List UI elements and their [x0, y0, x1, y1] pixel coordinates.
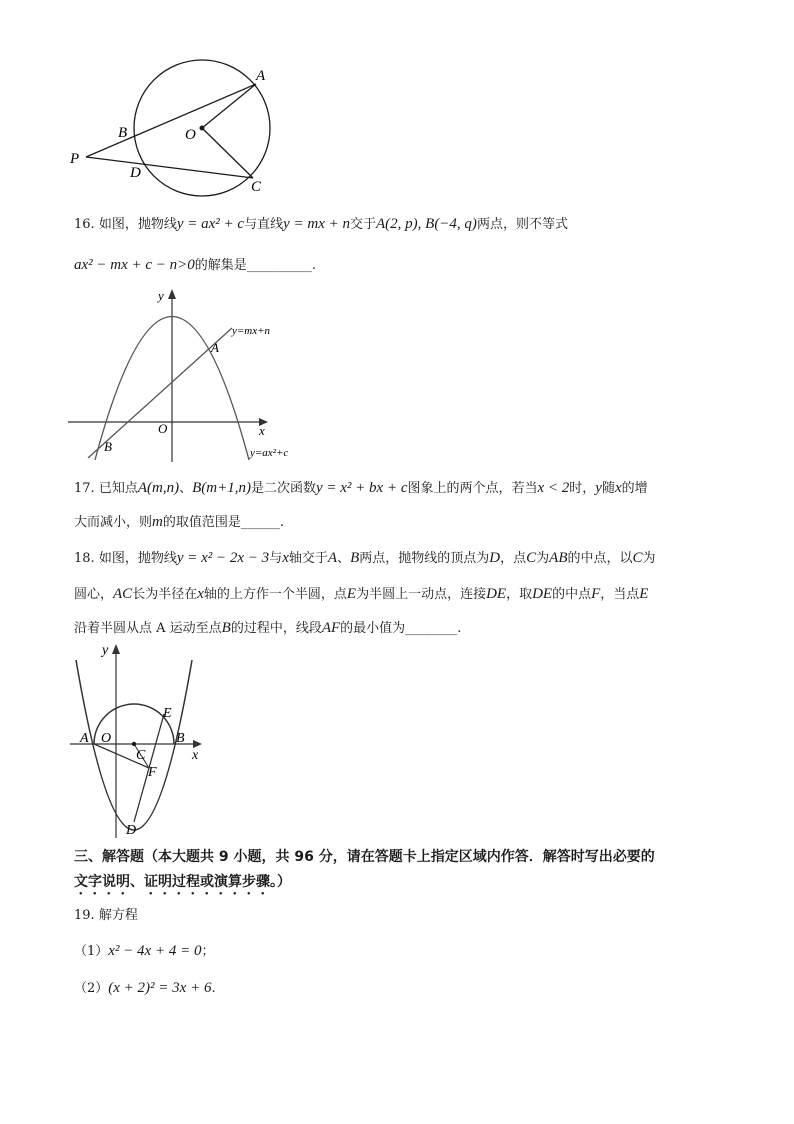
q16-line-eq: y = mx + n [283, 216, 350, 232]
label-o: O [185, 127, 196, 143]
q17-text6: 的增 [621, 481, 648, 496]
q17-blank: ______ [240, 515, 280, 530]
q17-text2: 是二次函数 [250, 481, 316, 496]
q18-number: 18. [74, 551, 95, 566]
q18-line2 [74, 583, 648, 603]
q19-part2-label: （2） [74, 981, 109, 996]
q17-quadratic: y = x² + bx + c [315, 480, 408, 496]
q17-point-b: B(m+1,n) [192, 480, 251, 496]
q18-x-arrow [193, 740, 202, 748]
q18-a-label: A [80, 731, 89, 746]
q17-text1: 已知点 [98, 481, 138, 496]
q17-line2-text2: 的取值范围是 [162, 515, 241, 530]
q18-math-segment: AC [113, 586, 133, 602]
q18-math-segment: B [350, 550, 360, 566]
label-b: B [118, 125, 128, 141]
q18-text-segment: 的中点，以 [567, 551, 633, 566]
q18-text-segment: 圆心， [74, 587, 114, 602]
q19-part1 [74, 940, 214, 960]
q17-text5: 随 [601, 481, 615, 496]
q18-math-segment: AF [321, 620, 341, 636]
secant-pc [86, 157, 253, 178]
q18-math-segment: DE [532, 586, 553, 602]
q19-part2 [74, 977, 216, 997]
q16-text1: 如图，抛物线 [98, 217, 177, 232]
q16-x-label: x [259, 423, 265, 438]
q16-b-label: B [104, 439, 112, 454]
q16-line-label: y=mx+n [232, 325, 271, 337]
label-d: D [130, 165, 141, 181]
q16-blank: __________ [246, 258, 312, 273]
q18-math-segment: y = x² − 2x − 3 [176, 550, 270, 566]
section-3-heading-line1: 三、解答题（本大题共 9 小题，共 96 分，请在答题卡上指定区域内作答．解答时写出必要的 [74, 849, 655, 865]
q16-y-arrow [168, 289, 176, 299]
q17-line2-text1: 大而减小，则 [74, 515, 153, 530]
center-dot [200, 126, 205, 131]
q18-text-segment: 与 [269, 551, 283, 566]
q16-points: A(2, p), B(−4, q) [376, 216, 477, 232]
q19-title: 解方程 [98, 908, 138, 923]
q18-math-segment: E [639, 586, 649, 602]
q18-figure [0, 636, 794, 841]
q17-text3: 图象上的两个点，若当 [407, 481, 538, 496]
q17-var-y: y [595, 480, 602, 496]
q16-origin-label: O [158, 421, 168, 436]
q19-number: 19. [74, 908, 95, 923]
q18-math-segment: x [282, 550, 289, 566]
label-p: P [70, 151, 80, 167]
q18-text-segment: 轴的上方作一个半圆，点 [203, 587, 347, 602]
q17-point-a: A(m,n) [137, 480, 180, 496]
q18-y-arrow [112, 644, 120, 654]
q18-text-segment: 沿着半圆从点 A 运动至点 [74, 621, 222, 636]
q18-math-segment: DE [486, 586, 507, 602]
q16-text3: 交于 [349, 217, 376, 232]
q18-text-segment: ，取 [506, 587, 533, 602]
label-a: A [256, 68, 266, 84]
q18-text-segment: . [457, 621, 462, 636]
q18-f-label: F [148, 765, 157, 780]
q18-text-segment: 轴交于 [288, 551, 328, 566]
q18-line3 [74, 617, 461, 637]
q18-text-segment: 的中点 [552, 587, 592, 602]
q18-y-label: y [102, 643, 109, 658]
radius-oa [202, 84, 256, 128]
q19-part2-equation: (x + 2)² = 3x + 6 [108, 980, 212, 996]
q18-c-label: C [136, 748, 146, 763]
q19-part1-end: ； [201, 944, 215, 959]
q18-text-segment: 、 [337, 551, 351, 566]
q17-line2 [74, 511, 284, 531]
q17-text4: 时， [569, 481, 596, 496]
q18-math-segment: A [327, 550, 338, 566]
q18-d-label: D [126, 823, 137, 838]
q18-text-segment: ，当点 [600, 587, 640, 602]
q16-end: . [311, 258, 316, 273]
q18-math-segment: x [197, 586, 204, 602]
q18-math-segment: D [489, 550, 501, 566]
q19-part1-label: （1） [74, 944, 109, 959]
q16-line1 [74, 213, 568, 233]
q17-sep: 、 [179, 481, 193, 496]
label-c: C [251, 179, 262, 195]
q18-text-segment: 为 [642, 551, 656, 566]
q18-math-segment: C [632, 550, 643, 566]
q16-text4: 两点，则不等式 [476, 217, 568, 232]
q18-text-segment: 长为半径在 [132, 587, 198, 602]
q16-number: 16. [74, 217, 95, 232]
q17-number: 17. [74, 481, 95, 496]
q18-o-label: O [101, 731, 112, 746]
q16-a-label: A [211, 340, 219, 355]
q19-part1-equation: x² − 4x + 4 = 0 [108, 943, 202, 959]
q16-figure [0, 280, 794, 470]
q17-var-x: x [614, 480, 622, 496]
q16-y-label: y [158, 288, 164, 303]
q18-e-label: E [163, 706, 172, 721]
q18-math-segment: E [346, 586, 357, 602]
q18-text-segment: 为半圆上一动点，连接 [356, 587, 487, 602]
q16-text2: 与直线 [244, 217, 284, 232]
q18-line1 [74, 547, 656, 567]
section-3-heading [74, 845, 734, 898]
radius-oc [202, 128, 253, 178]
q16-inequality: ax² − mx + c − n>0 [74, 257, 195, 273]
q18-text-segment: 为 [536, 551, 550, 566]
q18-text-segment: 两点，抛物线的顶点为 [359, 551, 490, 566]
q16-parabola-label: y=ax²+c [250, 447, 289, 459]
q18-text-segment: 的过程中，线段 [230, 621, 322, 636]
q16-line2 [74, 254, 316, 274]
q17-var-m: m [152, 514, 163, 530]
q18-text-segment: 如图，抛物线 [98, 551, 177, 566]
q16-text5: 的解集是 [194, 258, 247, 273]
q18-text-segment: 的最小值为 [340, 621, 406, 636]
q18-text-segment: ，点 [500, 551, 527, 566]
q18-math-segment: AB [549, 550, 568, 566]
q19-title-line [74, 904, 138, 923]
circle-secant-figure [0, 0, 794, 200]
q16-parabola-eq: y = ax² + c [176, 216, 245, 232]
q18-center-dot [132, 742, 136, 746]
q18-b-label: B [176, 731, 185, 746]
q17-condition: x < 2 [537, 480, 570, 496]
q17-end: . [279, 515, 285, 530]
q18-math-segment: F [591, 586, 601, 602]
q18-x-label: x [192, 748, 199, 763]
q18-math-segment: B [221, 620, 231, 636]
q17-line1 [74, 477, 648, 497]
q18-line1-content [99, 551, 656, 566]
secant-pa [86, 84, 256, 157]
q18-text-segment: ________ [405, 621, 458, 636]
section-3-heading-line2: 文字说明、证明过程或演算步骤。） [74, 874, 291, 890]
q18-math-segment: C [526, 550, 537, 566]
q19-part2-end: . [211, 981, 216, 996]
